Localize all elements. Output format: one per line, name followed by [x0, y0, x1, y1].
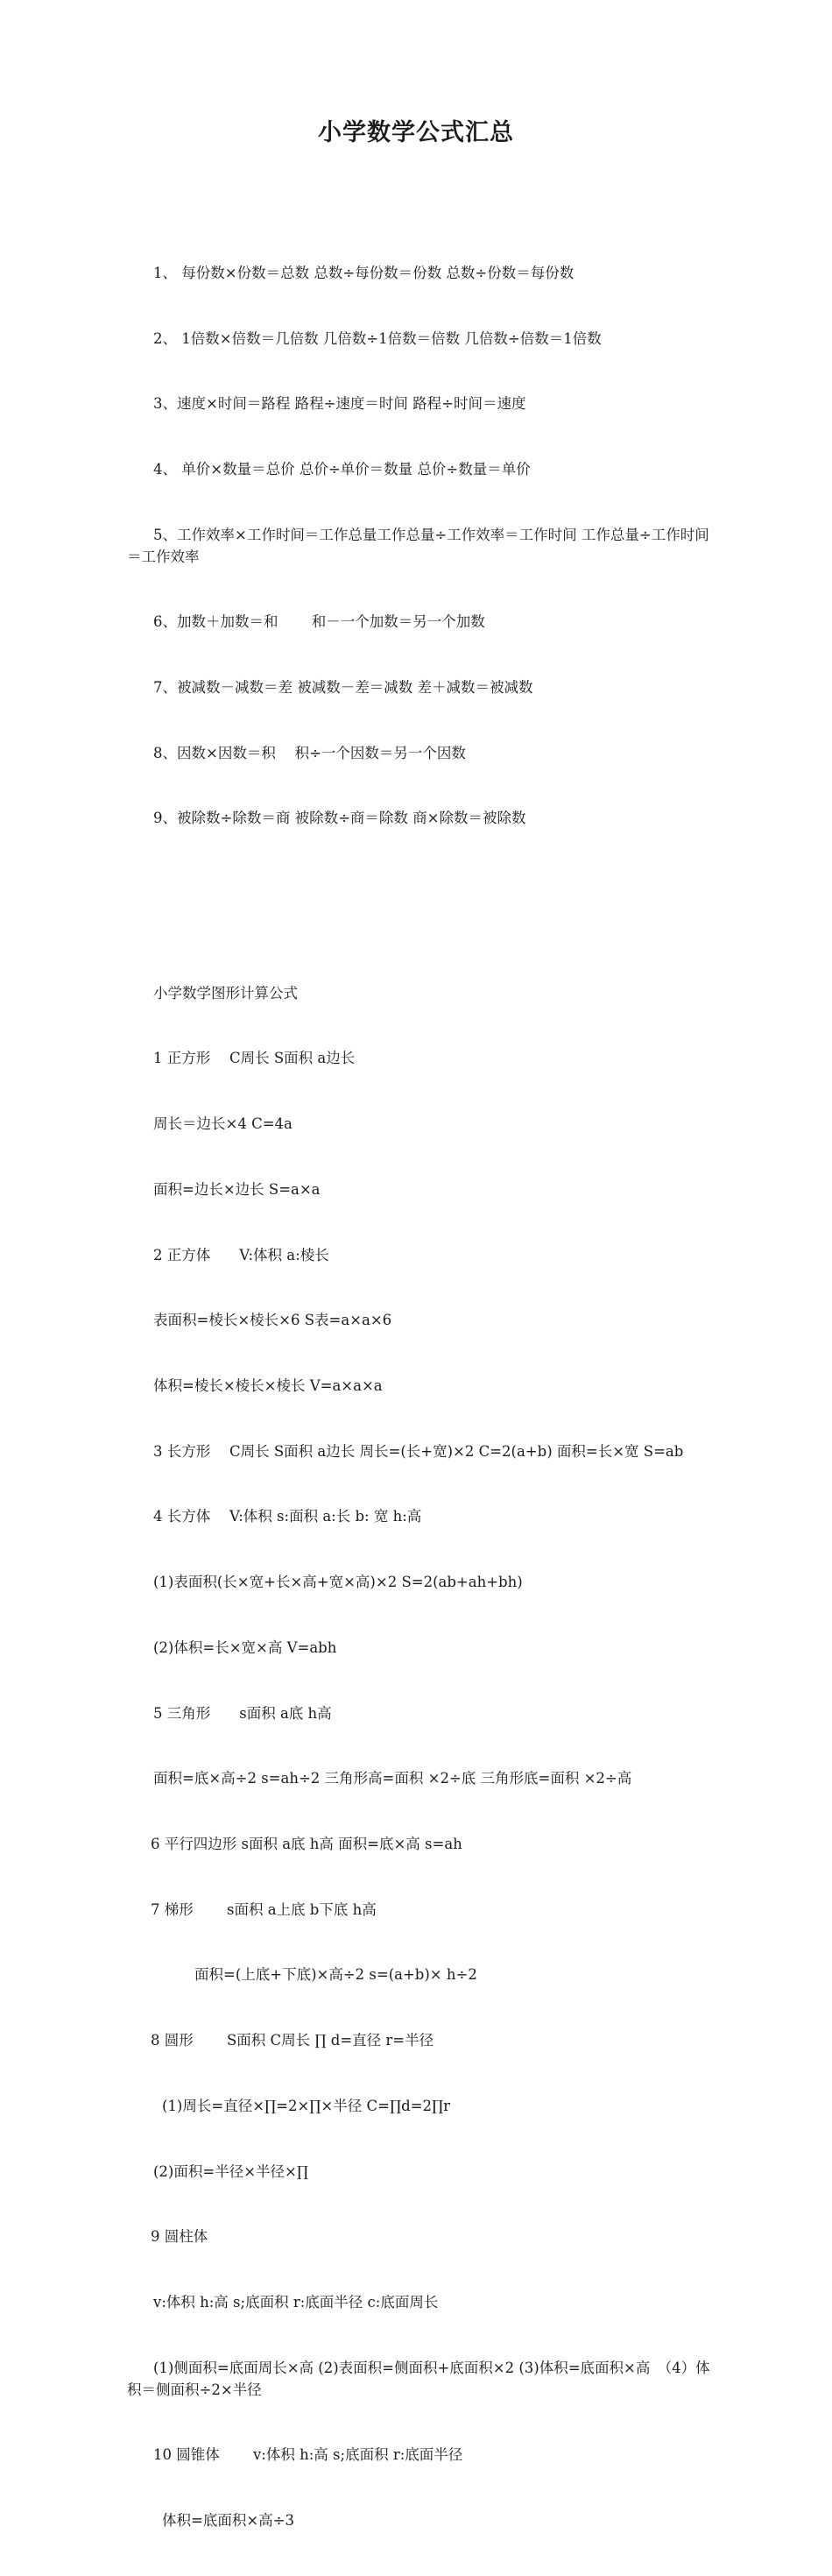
- formula-line-5: 5、工作效率×工作时间＝工作总量工作总量÷工作效率＝工作时间 工作总量÷工作时间＝工作效率: [127, 526, 709, 565]
- shape-line-cube: 2 正方体 V:体积 a:棱长: [153, 1246, 329, 1263]
- shape-line-circle-area: (2)面积=半径×半径×∏: [153, 2162, 308, 2180]
- formula-line-2: 2、 1倍数×倍数＝几倍数 几倍数÷1倍数＝倍数 几倍数÷倍数＝1倍数: [153, 329, 602, 347]
- shape-line-circle-perimeter: (1)周长=直径×∏=2×∏×半径 C=∏d=2∏r: [162, 2097, 450, 2114]
- shape-line-square-area: 面积=边长×边长 S=a×a: [153, 1180, 321, 1198]
- shape-line-cylinder-formulas: (1)侧面积=底面周长×高 (2)表面积=侧面积+底面积×2 (3)体积=底面积×高 （4）体积＝侧面积÷2×半径: [127, 2359, 710, 2398]
- formula-line-9: 9、被除数÷除数＝商 被除数÷商＝除数 商×除数＝被除数: [153, 810, 526, 827]
- formula-line-1: 1、 每份数×份数＝总数 总数÷每份数＝份数 总数÷份数＝每份数: [153, 264, 575, 281]
- shape-line-trapezoid-area: 面积=(上底+下底)×高÷2 s=(a+b)× h÷2: [194, 1966, 477, 1984]
- shape-line-cylinder: 9 圆柱体: [151, 2228, 208, 2246]
- shape-line-parallelogram: 6 平行四边形 s面积 a底 h高 面积=底×高 s=ah: [151, 1836, 462, 1853]
- formula-line-6: 6、加数＋加数＝和 和－一个加数＝另一个加数: [153, 613, 485, 631]
- shape-line-cylinder-vars: v:体积 h:高 s;底面积 r:底面半径 c:底面周长: [153, 2294, 439, 2311]
- shape-line-square: 1 正方形 C周长 S面积 a边长: [153, 1050, 356, 1067]
- shape-line-trapezoid: 7 梯形 s面积 a上底 b下底 h高: [151, 1900, 377, 1918]
- shape-line-circle: 8 圆形 S面积 C周长 ∏ d=直径 r=半径: [151, 2032, 434, 2049]
- formula-line-7: 7、被减数－减数＝差 被减数－差＝减数 差＋减数＝被减数: [153, 679, 533, 697]
- shape-line-cone: 10 圆锥体 v:体积 h:高 s;底面积 r:底面半径: [153, 2446, 463, 2464]
- shape-line-cube-volume: 体积=棱长×棱长×棱长 V=a×a×a: [153, 1377, 383, 1395]
- section-heading: 小学数学图形计算公式: [153, 984, 298, 1001]
- page-title: 小学数学公式汇总: [318, 119, 514, 146]
- shape-line-cone-volume: 体积=底面积×高÷3: [162, 2512, 294, 2530]
- formula-line-3: 3、速度×时间＝路程 路程÷速度＝时间 路程÷时间＝速度: [153, 395, 526, 413]
- shape-line-cuboid-volume: (2)体积=长×宽×高 V=abh: [153, 1638, 337, 1656]
- shape-line-triangle: 5 三角形 s面积 a底 h高: [153, 1704, 332, 1722]
- shape-line-cuboid-surface: (1)表面积(长×宽+长×高+宽×高)×2 S=2(ab+ah+bh): [153, 1574, 523, 1591]
- shape-line-triangle-area: 面积=底×高÷2 s=ah÷2 三角形高=面积 ×2÷底 三角形底=面积 ×2÷高: [153, 1770, 632, 1787]
- shape-line-square-perimeter: 周长＝边长×4 C=4a: [153, 1115, 293, 1133]
- section-spacer: [127, 895, 712, 917]
- shape-line-rectangle: 3 长方形 C周长 S面积 a边长 周长=(长+宽)×2 C=2(a+b) 面积=长×宽 S=ab: [153, 1442, 684, 1460]
- formula-line-4: 4、 单价×数量＝总价 总价÷单价＝数量 总价÷数量＝单价: [153, 460, 531, 478]
- formula-line-8: 8、因数×因数＝积 积÷一个因数＝另一个因数: [153, 744, 466, 761]
- shape-line-cube-surface: 表面积=棱长×棱长×6 S表=a×a×6: [153, 1312, 392, 1329]
- formula-body: [127, 219, 712, 2576]
- shape-line-cuboid: 4 长方体 V:体积 s:面积 a:长 b: 宽 h:高: [153, 1508, 422, 1525]
